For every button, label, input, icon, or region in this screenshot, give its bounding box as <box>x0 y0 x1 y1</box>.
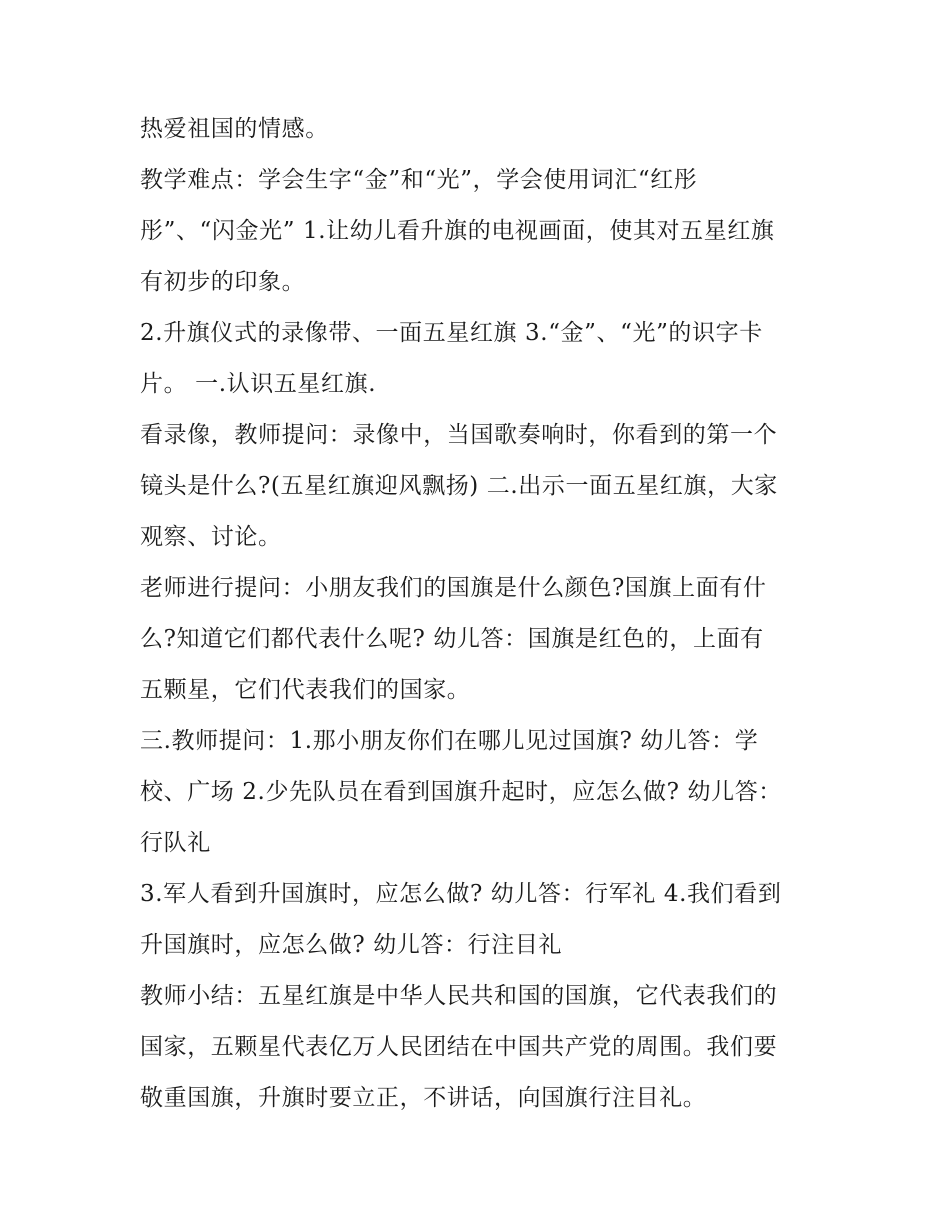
text-line: 校、广场 2.少先队员在看到国旗升起时，应怎么做? 幼儿答： <box>140 779 782 805</box>
text-line: 看录像，教师提问：录像中，当国歌奏响时，你看到的第一个 <box>140 422 778 448</box>
text-line: 观察、讨论。 <box>140 524 282 550</box>
text-line: 么?知道它们都代表什么呢? 幼儿答：国旗是红色的，上面有 <box>140 626 764 652</box>
text-line: 升国旗时，应怎么做? 幼儿答：行注目礼 <box>140 932 563 958</box>
text-line: 2.升旗仪式的录像带、一面五星红旗 3.“金”、“光”的识字卡 <box>140 320 763 346</box>
text-line: 老师进行提问：小朋友我们的国旗是什么颜色?国旗上面有什 <box>140 575 767 601</box>
text-line: 有初步的印象。 <box>140 269 306 295</box>
text-line: 热爱祖国的情感。 <box>140 116 329 142</box>
text-line: 镜头是什么?(五星红旗迎风飘扬) 二.出示一面五星红旗，大家 <box>140 473 778 499</box>
text-line: 国家，五颗星代表亿万人民团结在中国共产党的周围。我们要 <box>140 1034 778 1060</box>
text-line: 教师小结：五星红旗是中华人民共和国的国旗，它代表我们的 <box>140 983 778 1009</box>
document-body <box>140 110 840 1130</box>
text-line: 五颗星，它们代表我们的国家。 <box>140 677 471 703</box>
text-line: 彤”、“闪金光” 1.让幼儿看升旗的电视画面，使其对五星红旗 <box>140 218 775 244</box>
text-line: 三.教师提问：1.那小朋友你们在哪儿见过国旗? 幼儿答：学 <box>140 728 759 754</box>
text-line: 3.军人看到升国旗时，应怎么做? 幼儿答：行军礼 4.我们看到 <box>140 881 782 907</box>
text-line: 片。 一.认识五星红旗. <box>140 371 377 397</box>
text-line: 敬重国旗，升旗时要立正，不讲话，向国旗行注目礼。 <box>140 1085 707 1111</box>
text-line: 教学难点：学会生字“金”和“光”，学会使用词汇“红彤 <box>140 167 698 193</box>
text-line: 行队礼 <box>140 830 211 856</box>
